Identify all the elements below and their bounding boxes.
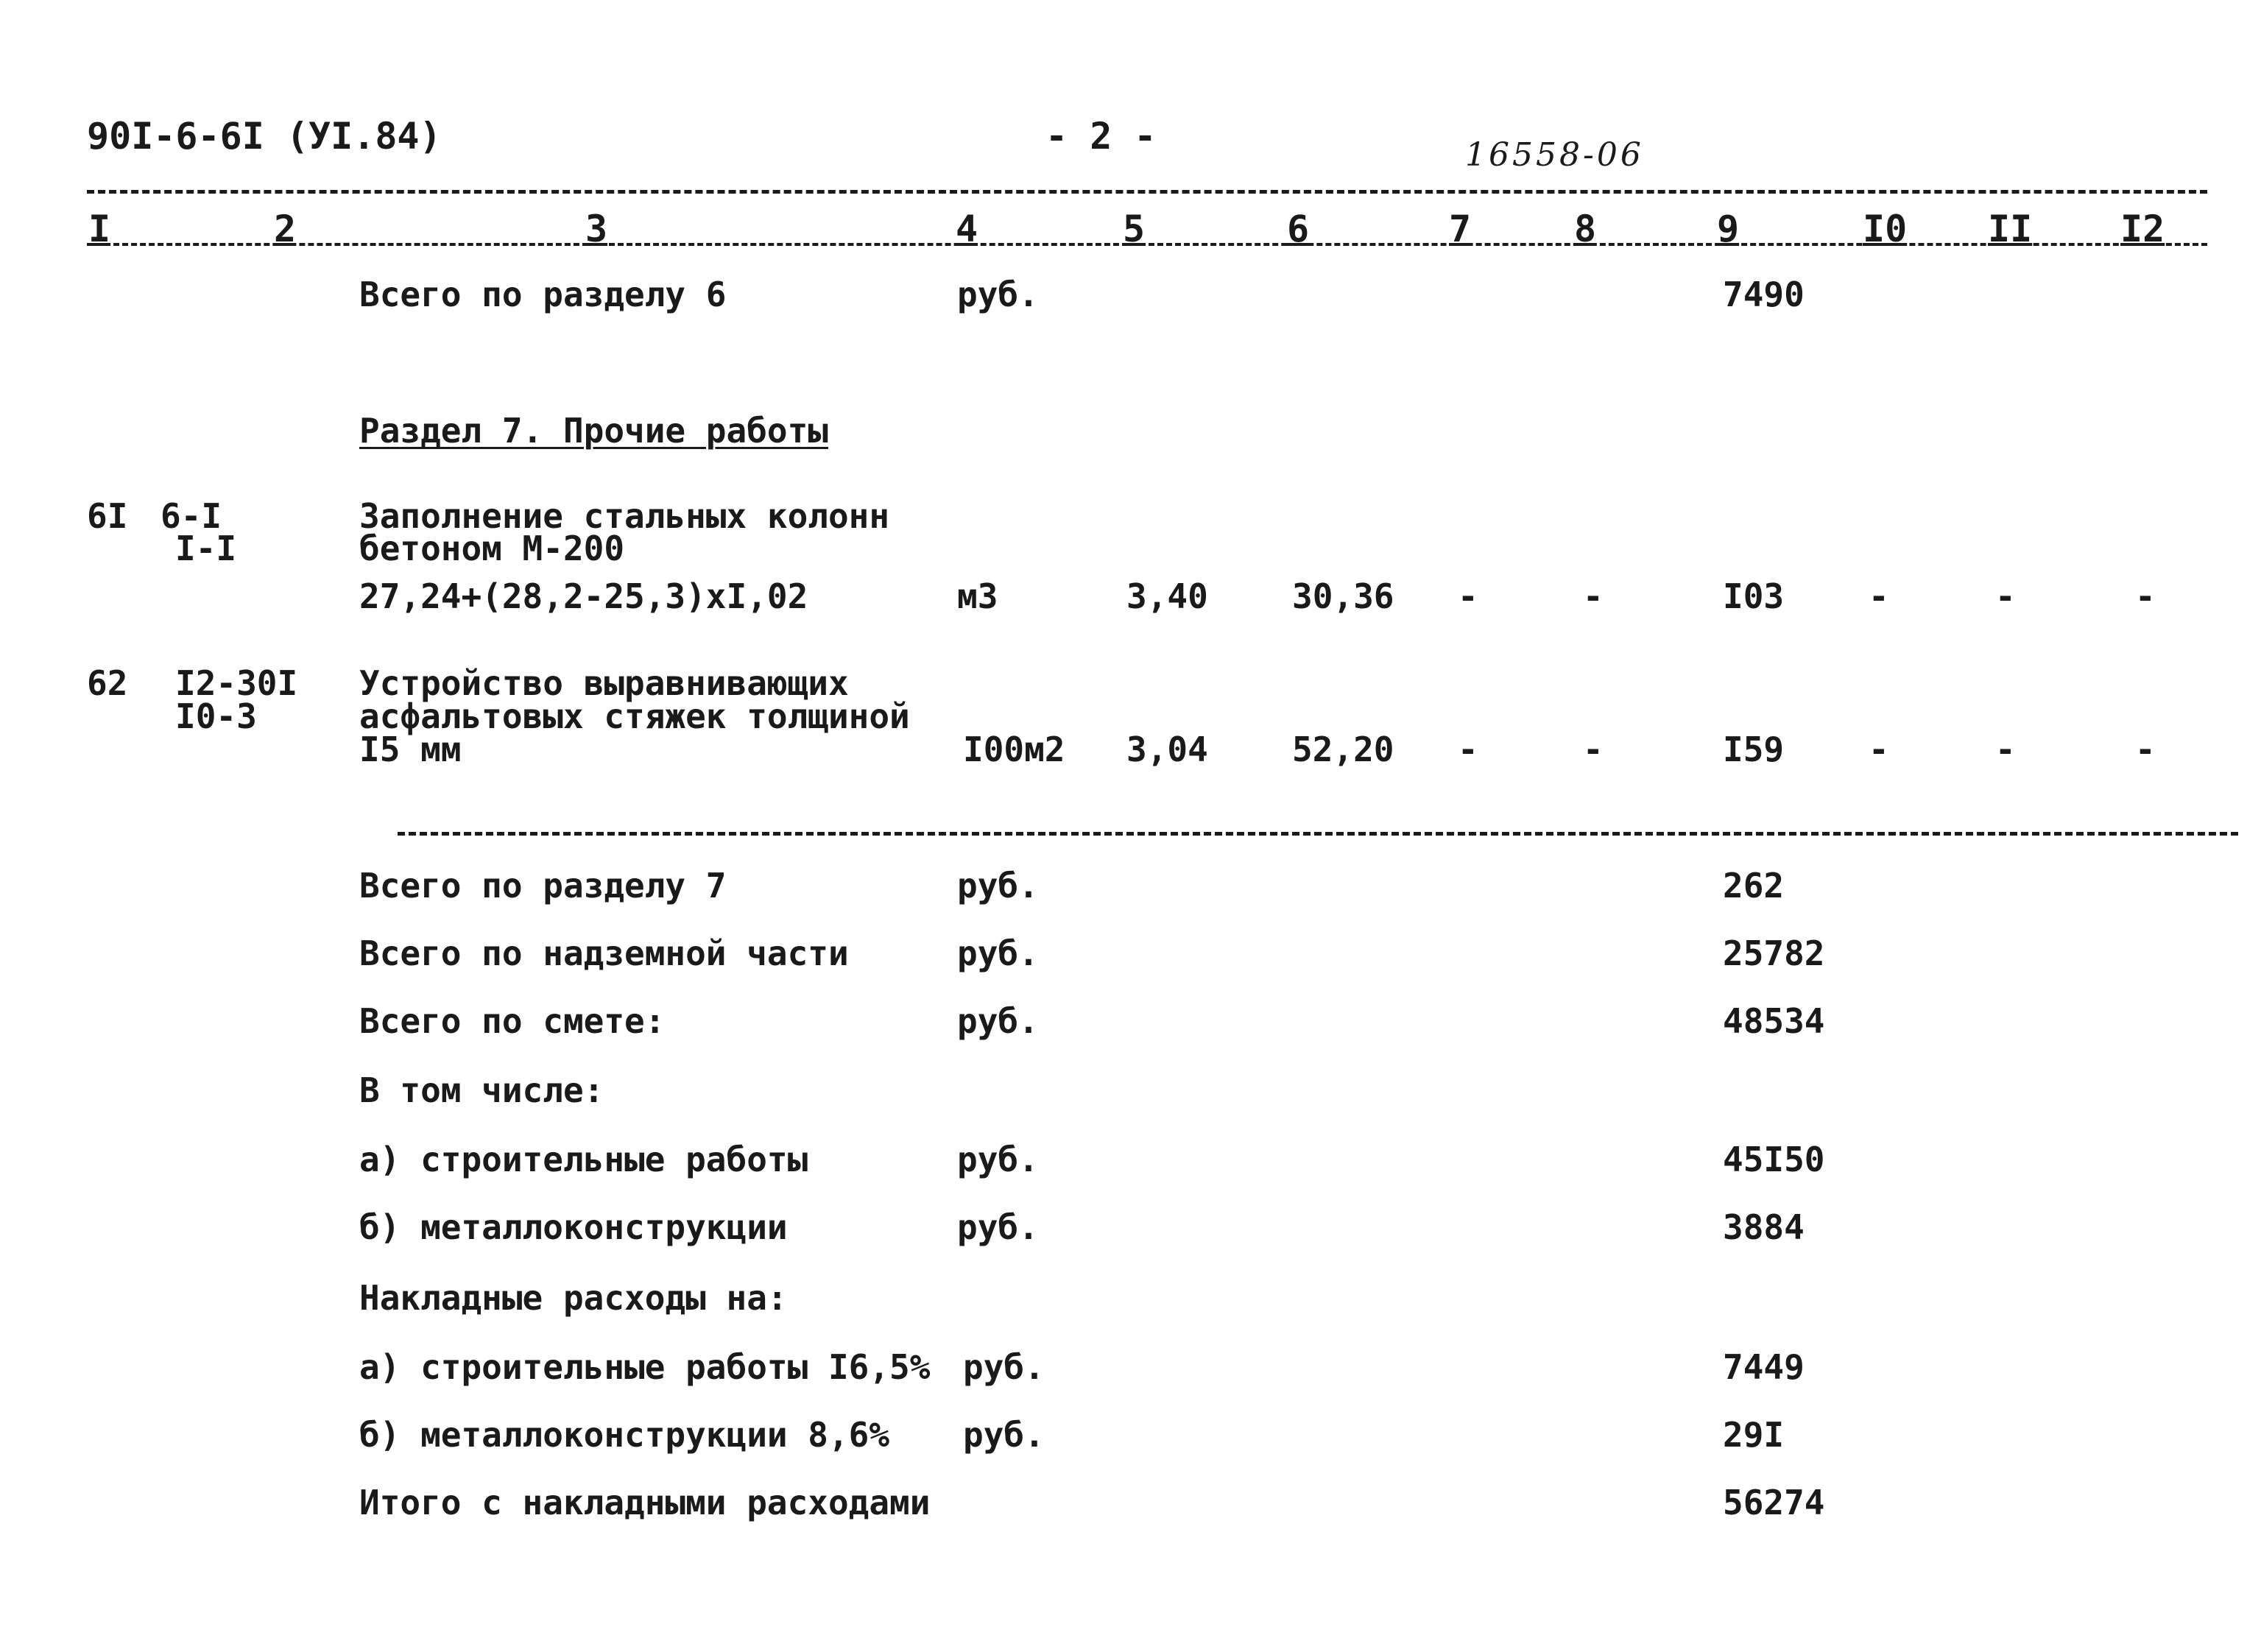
row-formula: 27,24+(28,2-25,3)xI,02 [359, 576, 808, 616]
total-value: 25782 [1723, 933, 1825, 973]
total-label: Всего по надземной части [359, 933, 849, 973]
total-label: б) металлоконструкции [359, 1207, 788, 1247]
column-number: 3 [585, 208, 608, 250]
row-col8: - [1583, 576, 1604, 616]
column-number: I2 [2120, 208, 2165, 250]
row-col8: - [1583, 730, 1604, 769]
row-code: I-I [175, 529, 237, 568]
total-value: 45I50 [1723, 1140, 1825, 1179]
total-unit: руб. [957, 866, 1039, 906]
total-unit: руб. [963, 1415, 1045, 1455]
total-label: Накладные расходы на: [359, 1278, 788, 1318]
total-label: Всего по разделу 6 [359, 275, 727, 314]
row-unit: I00м2 [963, 730, 1065, 769]
row-col7: - [1458, 730, 1478, 769]
row-col5: 3,04 [1126, 730, 1208, 769]
total-label: Всего по разделу 7 [359, 866, 727, 906]
row-code: I2-30I [175, 663, 298, 703]
total-unit: руб. [957, 275, 1039, 314]
row-col11: - [1995, 576, 2016, 616]
column-number: 5 [1123, 208, 1146, 250]
column-number: I [88, 208, 111, 250]
total-unit: руб. [963, 1347, 1045, 1387]
row-col6: 52,20 [1292, 730, 1394, 769]
column-number: II [1988, 208, 2033, 250]
column-numbers-divider [87, 243, 2207, 246]
row-col10: - [1869, 730, 1889, 769]
section-divider [398, 832, 2238, 836]
total-label: Всего по смете: [359, 1001, 666, 1041]
total-label: а) строительные работы I6,5% [359, 1347, 931, 1387]
row-col7: - [1458, 576, 1478, 616]
row-description: I5 мм [359, 730, 462, 769]
row-code: 6-I [161, 496, 222, 536]
total-unit: руб. [957, 1140, 1039, 1179]
column-number: 6 [1287, 208, 1310, 250]
row-col9: I03 [1723, 576, 1785, 616]
column-number: I0 [1863, 208, 1908, 250]
document-code: 90I-6-6I (УI.84) [87, 115, 442, 158]
page-number: - 2 - [1045, 115, 1157, 158]
row-col10: - [1869, 576, 1889, 616]
total-value: 7490 [1723, 275, 1805, 314]
row-col5: 3,40 [1126, 576, 1208, 616]
total-value: 56274 [1723, 1483, 1825, 1522]
column-number: 2 [274, 208, 297, 250]
total-value: 262 [1723, 866, 1785, 906]
row-col11: - [1995, 730, 2016, 769]
column-number: 9 [1717, 208, 1740, 250]
total-label: В том числе: [359, 1070, 604, 1110]
total-unit: руб. [957, 933, 1039, 973]
row-col6: 30,36 [1292, 576, 1394, 616]
row-code: I0-3 [175, 696, 257, 736]
total-value: 3884 [1723, 1207, 1805, 1247]
column-number: 7 [1449, 208, 1472, 250]
row-number: 62 [87, 663, 128, 703]
total-unit: руб. [957, 1207, 1039, 1247]
handwritten-number: 16558-06 [1465, 136, 1644, 174]
row-description: Заполнение стальных колонн [359, 496, 890, 536]
row-description: асфальтовых стяжек толщиной [359, 696, 910, 736]
total-label: б) металлоконструкции 8,6% [359, 1415, 890, 1455]
total-value: 29I [1723, 1415, 1785, 1455]
row-col12: - [2135, 730, 2156, 769]
row-col9: I59 [1723, 730, 1785, 769]
total-value: 48534 [1723, 1001, 1825, 1041]
row-description: бетоном М-200 [359, 529, 625, 568]
column-number: 8 [1574, 208, 1597, 250]
section-title: Раздел 7. Прочие работы [359, 411, 828, 451]
row-number: 6I [87, 496, 128, 536]
row-col12: - [2135, 576, 2156, 616]
total-unit: руб. [957, 1001, 1039, 1041]
top-divider [87, 190, 2207, 194]
total-value: 7449 [1723, 1347, 1805, 1387]
row-unit: м3 [957, 576, 998, 616]
column-number: 4 [956, 208, 978, 250]
total-label: а) строительные работы [359, 1140, 808, 1179]
total-label: Итого с накладными расходами [359, 1483, 931, 1522]
row-description: Устройство выравнивающих [359, 663, 849, 703]
